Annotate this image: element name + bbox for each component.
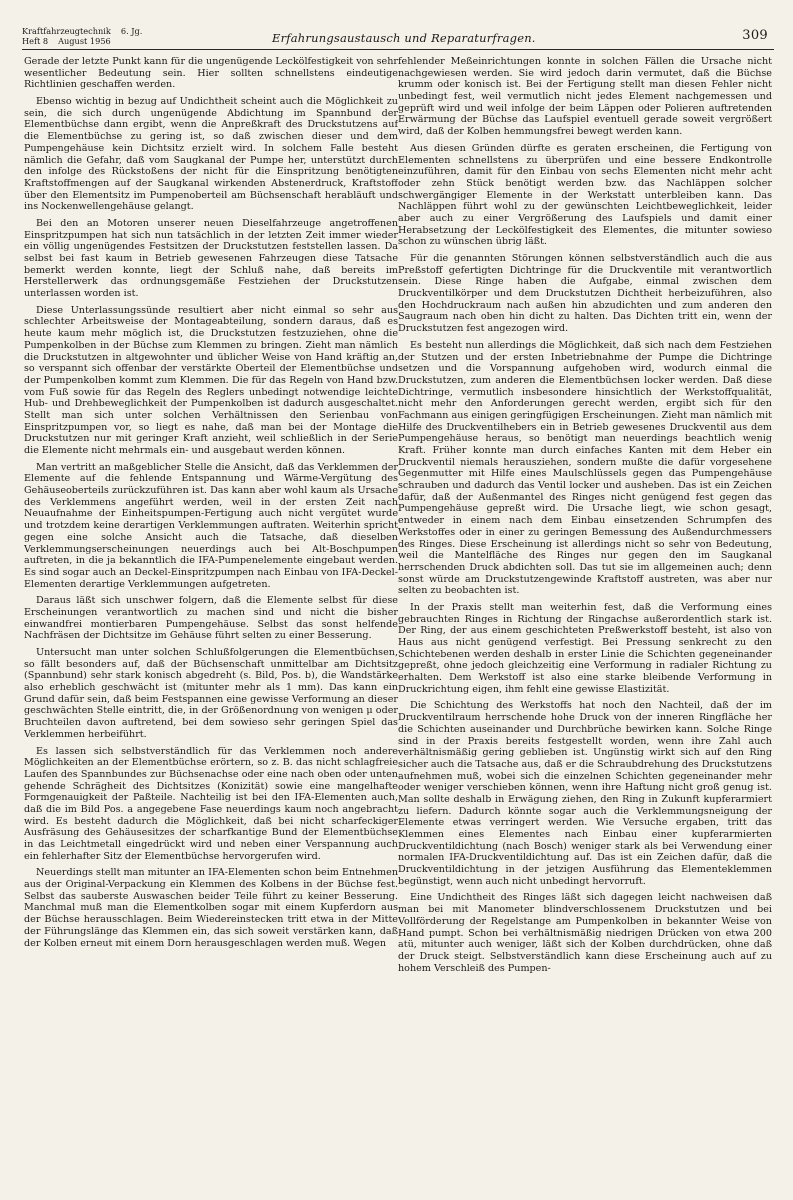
paragraph: Ebenso wichtig in bezug auf Undichtheit scheint auch die Möglichkeit zu sein, die sich durch ungenügende Abdichtung im Spannbund der Elementbüchse dann ergibt, wenn die Anpreßkraft des Druckstutzens auf die Elementbüchse zu gering ist, so daß zwischen dieser und dem Pumpengehäuse kein Dichtsitz erzielt wird. In solchem Falle besteht nämlich die Gefahr, daß vom Saugkanal der Pumpe her, unterstützt durch den infolge des Rückstoßens der nicht für die Einspritzung benötigten Kraftstoffmengen auf der Saugkanal wirkenden Abstenerdruck, Kraftstoff über den Elementsitz im Pumpenoberteil am Büchsenschaft herabläuft und ins Nockenwellengehäuse gelangt. bbox=[24, 96, 398, 213]
page-header bbox=[22, 27, 774, 50]
paragraph: In der Praxis stellt man weiterhin fest, daß die Verformung eines gebrauchten Ringes in Richtung der Ringachse außerordentlich stark ist. Der Ring, der aus einem geschichteten Preßwerkstoff besteht, ist also von Haus aus nicht genügend verfestigt. Bei Pressung senkrecht zu den Schichtebenen werden deshalb in erster Linie die Schichten gegeneinander gepreßt, ohne jedoch gleichzeitig eine Verformung in radialer Richtung zu erhalten. Dem Werkstoff ist also eine starke bleibende Verformung in Druckrichtung eigen, ihm fehlt eine gewisse Elastizität. bbox=[398, 601, 772, 695]
paragraph: Diese Unterlassungssünde resultiert aber nicht einmal so sehr aus schlechter Arbeitsweise der Montageabteilung, sondern daraus, daß es heute kaum mehr möglich ist, die Druckstutzen festzuziehen, ohne die Pumpenkolben in der Büchse zum Klemmen zu bringen. Zieht man nämlich die Druckstutzen in altgewohnter und üblicher Weise von Hand kräftig an, so verspannt sich offenbar der verstärkte Oberteil der Elementbüchse und der Pumpenkolben kommt zum Klemmen. Die für das Regeln von Hand bzw. vom Fuß sowie für das Regeln des Reglers unbedingt notwendige leichte Hub- und Drehbeweglichkeit der Pumpenkolben ist dadurch ausgeschaltet. Stellt man sich unter solchen Verhältnissen den Serienbau von Einspritzpumpen vor, so liegt es nahe, daß man bei der Montage die Druckstutzen nur mit geringer Kraft anzieht, weil schließlich in der Serie die Elemente nicht mehrmals ein- und ausgebaut werden können. bbox=[24, 304, 398, 456]
paragraph: Man vertritt an maßgeblicher Stelle die Ansicht, daß das Verklemmen der Elemente auf die fehlende Entspannung und Wärme-Vergütung des Gehäuseoberteils zurückzuführen ist. Das kann aber wohl kaum als Ursache des Verklemmens angeführt werden, weil in der ersten Zeit nach Neuaufnahme der Einheitspumpen-Fertigung auch nicht vergütet wurde und trotzdem keine derartigen Verklemmungen auftraten. Weiterhin spricht gegen eine solche Ansicht auch die Tatsache, daß dieselben Verklemmungserscheinungen neuerdings auch bei Alt-Boschpumpen auftreten, in die ja bekanntlich die IFA-Pumpenelemente eingebaut werden. Es sind sogar auch an Deckel-Einspritzpumpen nach Einbau von IFA-Deckel-Elementen derartige Verklemmungen aufgetreten. bbox=[24, 461, 398, 590]
paragraph: Eine Undichtheit des Ringes läßt sich dagegen leicht nachweisen daß man bei mit Manometer blindverschlossenem Druckstutzen und bei Vollförderung der Regelstange am Pumpenkolben in bekannter Weise von Hand pumpt. Schon bei verhältnismäßig niedrigen Drücken von etwa 200 atü, mitunter auch weniger, läßt sich der Kolben durchdrücken, ohne daß der Druck steigt. Selbstverständlich kann diese Erscheinung auch auf zu hohem Verschleiß des Pumpen- bbox=[398, 892, 772, 974]
page-number: 309 bbox=[742, 28, 768, 43]
journal-name: Kraftfahrzeugtechnik bbox=[22, 26, 111, 36]
journal-issue: Heft 8 bbox=[22, 35, 49, 46]
paragraph: Es lassen sich selbstverständlich für das Verklemmen noch andere Möglichkeiten an der Elementbüchse erörtern, so z. B. das nicht schlagfreie Laufen des Spannbundes zur Büchsenachse oder eine nach oben oder unten gehende Schrägheit des Dichtsitzes (Konizität) sowie eine mangelhafte Formgenauigkeit der Paßteile. Nachteilig ist bei den IFA-Elementen auch, daß die im Bild Pos. a angegebene Fase neuerdings kaum noch angebracht wird. Es besteht dadurch die Möglichkeit, daß bei nicht scharfeckiger Ausfräsung des Gehäusesitzes der scharfkantige Bund der Elementbüchse in das Leichtmetall eingedrückt wird und neben einer Verspannung auch ein fehlerhafter Sitz der Elementbüchse hervorgerufen wird. bbox=[24, 745, 398, 862]
section-title: Erfahrungsaustausch und Reparaturfragen. bbox=[272, 31, 536, 45]
paragraph: Neuerdings stellt man mitunter an IFA-Elementen schon beim Entnehmen aus der Original-Verpackung ein Klemmen des Kolbens in der Büchse fest. Selbst das sauberste Auswaschen beider Teile führt zu keiner Besserung. Manchmal muß man die Elementkolben sogar mit einem Kupferdorn aus der Büchse herausschlagen. Beim Wiedereinstecken tritt etwa in der Mitte der Führungslänge das Klemmen ein, das sich soweit verstärken kann, daß der Kolben erneut mit einem Dorn herausgeschlagen werden muß. Wegen bbox=[24, 867, 398, 949]
left-column bbox=[24, 56, 398, 1192]
paragraph: Gerade der letzte Punkt kann für die ungenügende Leckölfestigkeit von sehr wesentlicher Bedeutung sein. Hier sollten schnellstens eindeutige Richtlinien geschaffen werden. bbox=[24, 56, 398, 91]
paragraph: Bei den an Motoren unserer neuen Dieselfahrzeuge angetroffenen Einspritzpumpen hat sich nun tatsächlich in der letzten Zeit immer wieder ein völlig ungenügendes Festsitzen der Druckstutzen feststellen lassen. Da selbst bei fast kaum in Betrieb gewesenen Fahrzeugen diese Tatsache bemerkt werden konnte, liegt der Schluß nahe, daß bereits im Herstellerwerk das ordnungsgemäße Festziehen der Druckstutzen unterlassen worden ist. bbox=[24, 217, 398, 300]
right-column bbox=[398, 56, 772, 1192]
paragraph: Daraus läßt sich unschwer folgern, daß die Elemente selbst für diese Erscheinungen verantwortlich zu machen sind und nicht die bisher einwandfrei montierbaren Pumpengehäuse. Selbst das sonst helfende Nachfräsen der Dichtsitze im Gehäuse führt selten zu einer Besserung. bbox=[24, 595, 398, 642]
paragraph: Aus diesen Gründen dürfte es geraten erscheinen, die Fertigung von Elementen schnellstens zu überprüfen und eine bessere Endkontrolle einzuführen, damit für den Einbau von sechs Elementen nicht mehr acht oder zehn Stück benötigt werden bzw. das Nachläppen solcher schwergängiger Elemente in der Werkstatt unterbleiben kann. Das Nachläppen führt wohl zu der gewünschten Leichtbeweglichkeit, leider aber auch zu einer Vergrößerung des Laufspiels und damit einer Herabsetzung der Leckölfestigkeit des Elementes, die mitunter sowieso schon zu wünschen übrig läßt. bbox=[398, 142, 772, 248]
paragraph: fehlender Meßeinrichtungen konnte in solchen Fällen die Ursache nicht nachgewiesen werden. Sie wird jedoch darin vermutet, daß die Büchse krumm oder konisch ist. Bei der Fertigung stellt man diesen Fehler nicht unbedingt fest, weil vermutlich nicht jedes Element nachgemessen und geprüft wird und weil infolge der beim Läppen oder Polieren auftretenden Erwärmung der Büchse das Laufspiel eventuell gerade soweit vergrößert wird, daß der Kolben hemmungsfrei bewegt werden kann. bbox=[398, 56, 772, 138]
journal-volume: 6. Jg. bbox=[120, 26, 143, 36]
journal-info bbox=[22, 27, 142, 46]
paragraph: Die Schichtung des Werkstoffs hat noch den Nachteil, daß der im Druckventilraum herrschende hohe Druck von der inneren Ringfläche her die Schichten auseinander und Durchbrüche bewirken kann. Solche Ringe sind in der Praxis bereits festgestellt worden, wenn ihre Zahl auch verhältnismäßig gering geblieben ist. Ungünstig wirkt sich auf den Ring sicher auch die Tatsache aus, daß er die Schraubdrehung des Druckstutzens aufnehmen muß, wobei sich die einzelnen Schichten gegeneinander mehr oder weniger verschieben können, wenn ihre Haftung nicht groß genug ist. Man sollte deshalb in Erwägung ziehen, den Ring in Zukunft kupferarmiert zu liefern. Dadurch könnte sogar auch die Verklemmungsneigung der Elemente etwas verringert werden. Wie Versuche ergaben, tritt das Klemmen eines Elementes nach Einbau einer kupferarmierten Druckventildichtung (nach Bosch) weniger stark als bei Verwendung einer normalen IFA-Druckventildichtung auf. Das ist ein Zeichen dafür, daß die Druckventildichtung in der jetzigen Ausführung das Elementeklemmen begünstigt, wenn auch nicht unbedingt hervorruft. bbox=[398, 700, 772, 887]
paragraph: Untersucht man unter solchen Schlußfolgerungen die Elementbüchsen, so fällt besonders auf, daß der Büchsenschaft unmittelbar am Dichtsitz (Spannbund) sehr stark konisch abgedreht (s. Bild, Pos. b), die Wandstärke also erheblich geschwächt ist (mitunter mehr als 1 mm). Das kann ein Grund dafür sein, daß beim Festspannen eine gewisse Verformung an dieser geschwächten Stelle eintritt, die, in der Größenordnung von wenigen μ oder Bruchteilen davon auftretend, bei dem sowieso sehr geringen Spiel das Verklemmen herbeiführt. bbox=[24, 647, 398, 740]
journal-date: August 1956 bbox=[58, 35, 111, 46]
paragraph: Für die genannten Störungen können selbstverständlich auch die aus Preßstoff gefertigten Dichtringe für die Druckventile mit verantwortlich sein. Diese Ringe haben die Aufgabe, einmal zwischen dem Druckventilkörper und dem Druckstutzen Dichtheit herbeizuführen, also den Hochdruckraum nach außen hin abzudichten und zum anderen den Saugraum nach oben hin dicht zu halten. Das Dichten tritt ein, wenn der Druckstutzen fest angezogen wird. bbox=[398, 253, 772, 335]
paragraph: Es besteht nun allerdings die Möglichkeit, daß sich nach dem Festziehen der Stutzen und der ersten Inbetriebnahme der Pumpe die Dichtringe setzen und die Vorspannung aufgehoben wird, wodurch einmal die Druckstutzen, zum anderen die Elementbüchsen locker werden. Daß diese Dichtringe, vermutlich insbesondere hinsichtlich der Werkstoffqualität, nicht mehr den Anforderungen gerecht werden, ergibt sich für den Fachmann aus einigen geringfügigen Erscheinungen. Zieht man nämlich mit Hilfe des Druckventilhebers ein in Betrieb gewesenes Druckventil aus dem Pumpengehäuse heraus, so benötigt man neuerdings beachtlich wenig Kraft. Früher konnte man durch einfaches Kanten mit dem Heber ein Druckventil niemals herausziehen, sondern mußte die dafür vorgesehene Gegenmutter mit Hilfe eines Maulschlüssels gegen das Pumpengehäuse schrauben und dadurch das Ventil locker und ausheben. Das ist ein Zeichen dafür, daß der Außenmantel des Ringes nicht genügend fest gegen das Pumpengehäuse gepreßt wird. Die Ursache liegt, wie schon gesagt, entweder in einem nach dem Einbau einsetzenden Schrumpfen des Werkstoffes oder in einer zu geringen Bemessung des Außendurchmessers des Ringes. Diese Erscheinung ist allerdings nicht so sehr von Bedeutung, weil die Mantelfläche des Ringes nur gegen den im Saugkanal herrschenden Druck abdichten soll. Das tut sie im allgemeinen auch; denn sonst würde am Druckstutzengewinde Kraftstoff austreten, was aber nur selten zu beobachten ist. bbox=[398, 339, 772, 597]
